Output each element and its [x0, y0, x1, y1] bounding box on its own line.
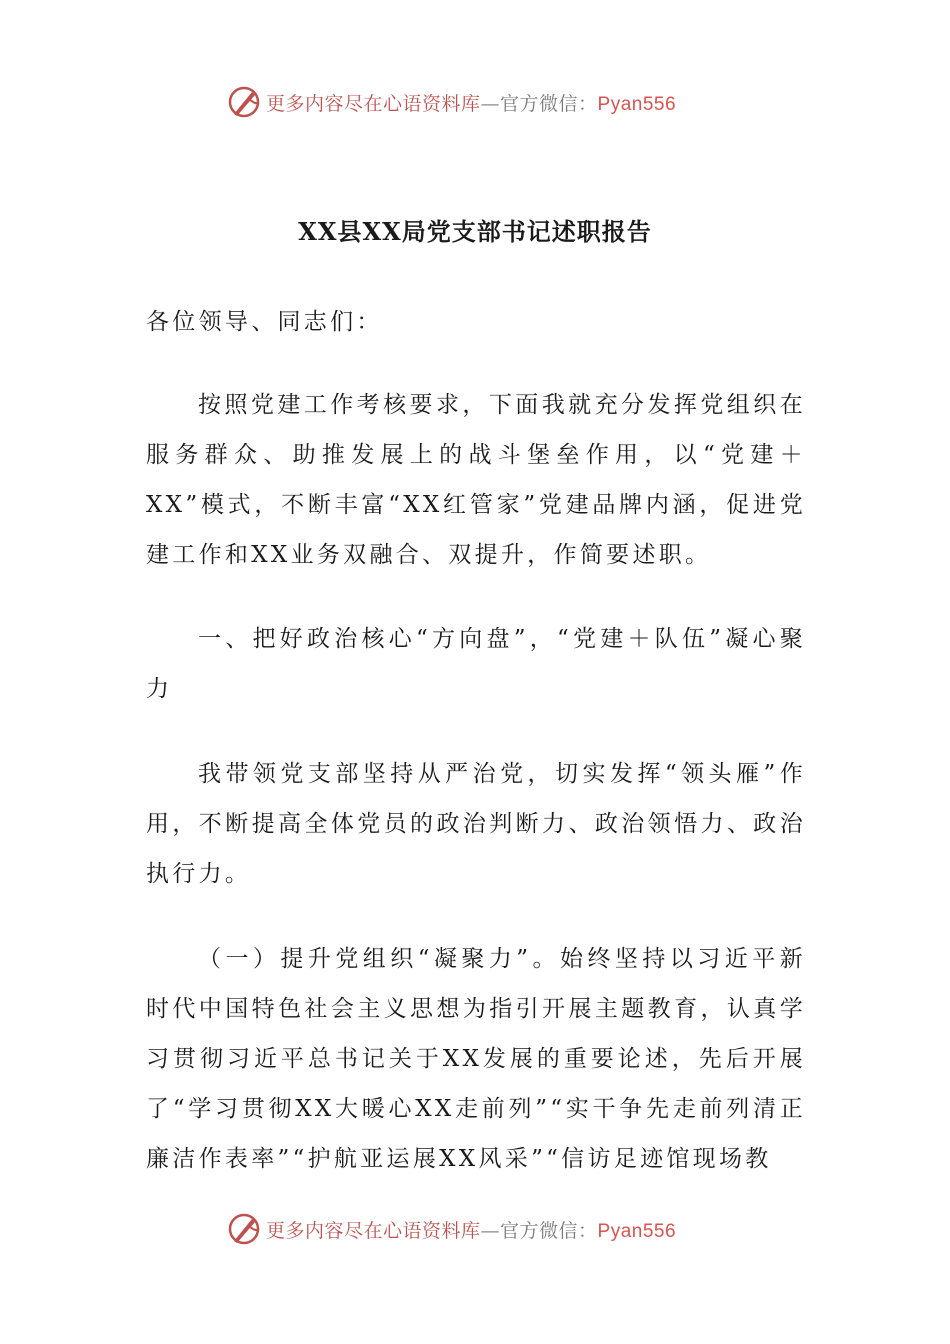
section-heading-1: 一、把好政治核心“方向盘”，“党建＋队伍”凝心聚力 [146, 626, 806, 702]
banner-text: 更多内容尽在心语资料库—官方微信：Pyan556 [266, 1219, 677, 1242]
document-title: XX县XX局党支部书记述职报告 [298, 217, 652, 246]
pen-logo-icon [226, 1211, 262, 1247]
paragraph-intro: 按照党建工作考核要求，下面我就充分发挥党组织在服务群众、助推发展上的战斗堡垒作用，以“党建＋XX”模式，不断丰富“XX红管家”党建品牌内涵，促进党建工作和XX业务双融合、双提升，作简要述职。 [146, 392, 806, 568]
header-watermark-banner [226, 82, 676, 122]
paragraph-section-1: 我带领党支部坚持从严治党，切实发挥“领头雁”作用，不断提高全体党员的政治判断力、政治领悟力、政治执行力。 [146, 761, 806, 887]
salutation: 各位领导、同志们： [146, 309, 383, 335]
paragraph-subsection-1: （一）提升党组织“凝聚力”。始终坚持以习近平新时代中国特色社会主义思想为指引开展主题教育，认真学习贯彻习近平总书记关于XX发展的重要论述，先后开展了“学习贯彻XX大暖心XX走前列”“实干争先走前列清正廉洁作表率”“护航亚运展XX风采”“信访足迹馆现场教 [146, 946, 806, 1172]
banner-text: 更多内容尽在心语资料库—官方微信：Pyan556 [266, 92, 677, 115]
footer-watermark-banner [226, 1209, 676, 1249]
pen-logo-icon [226, 84, 262, 120]
